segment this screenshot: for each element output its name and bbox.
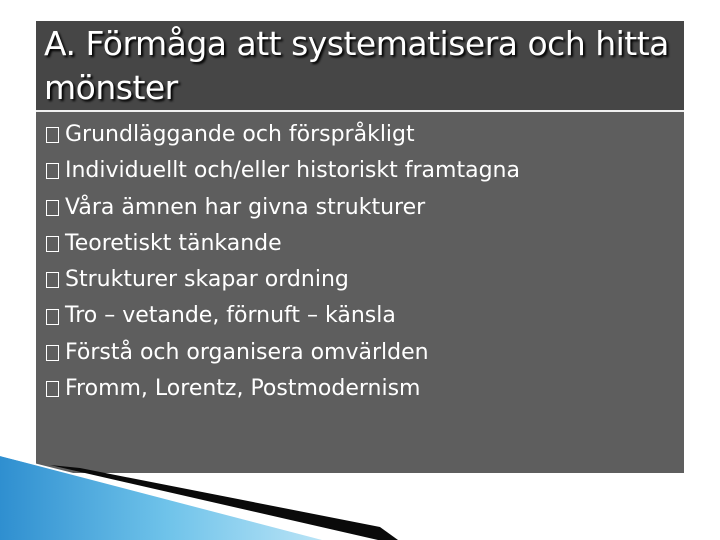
square-bullet-icon [46,236,59,252]
list-item-text: Teoretiskt tänkande [65,230,282,256]
list-item-text: Strukturer skapar ordning [65,267,349,293]
list-item [46,262,520,298]
list-item [46,117,520,153]
square-bullet-icon [46,309,59,325]
square-bullet-icon [46,163,59,179]
list-item-text: Individuellt och/eller historiskt framtagna [65,158,520,184]
list-item [46,226,520,262]
bullet-list [46,117,520,407]
square-bullet-icon [46,345,59,361]
list-item-text: Våra ämnen har givna strukturer [65,194,426,220]
square-bullet-icon [46,272,59,288]
square-bullet-icon [46,200,59,216]
bottom-swoosh-decoration [0,440,720,540]
list-item [46,190,520,226]
list-item [46,153,520,189]
list-item [46,371,520,407]
list-item [46,335,520,371]
square-bullet-icon [46,127,59,143]
list-item [46,298,520,334]
list-item-text: Grundläggande och förspråkligt [65,122,415,147]
list-item-text: Fromm, Lorentz, Postmodernism [65,376,421,402]
slide-title: A. Förmåga att systematisera och hitta mönster [44,24,669,107]
square-bullet-icon [46,381,59,397]
list-item-text: Förstå och organisera omvärlden [65,339,429,365]
list-item-text: Tro – vetande, förnuft – känsla [65,303,396,329]
